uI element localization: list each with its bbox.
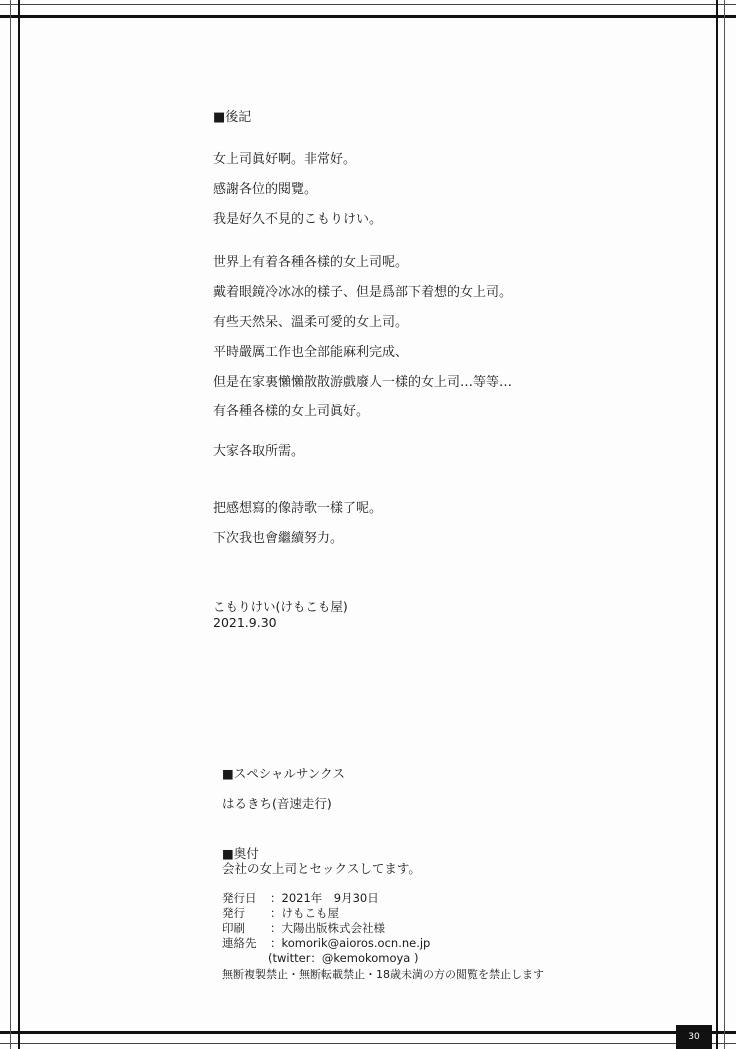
afterword-line: 大家各取所需。 [213,444,305,459]
colophon-label: 発行日 [222,891,257,905]
afterword-line: 我是好久不見的こもりけい。 [213,212,383,227]
frame-line-left [18,0,20,1049]
special-thanks-name: はるきち(音速走行) [222,796,332,811]
afterword-line: 有些天然呆、溫柔可愛的女上司。 [213,315,409,330]
afterword-line: 戴着眼鏡冷冰冰的樣子、但是爲部下着想的女上司。 [213,285,513,300]
page-number: 30 [676,1025,712,1049]
colophon-row [222,891,379,906]
colophon-value: ：けもこも屋 [270,906,339,920]
afterword-line: 把感想寫的像詩歌一樣了呢。 [213,501,383,516]
colophon-notice: 無断複製禁止・無断転載禁止・18歳未満の方の閲覧を禁止します [222,968,544,981]
signature-date: 2021.9.30 [213,615,277,630]
colophon-value: ：2021年 9月30日 [270,891,379,905]
afterword-line: 平時嚴厲工作也全部能麻利完成、 [213,345,409,360]
colophon-label: 連絡先 [222,936,257,950]
frame-line-bottom [0,1031,736,1034]
frame-line-right [716,0,718,1049]
afterword-heading: ■後記 [213,110,252,125]
frame-line-top-thin [0,4,736,5]
colophon-row [222,921,385,936]
afterword-line: 感謝各位的閱覽。 [213,182,318,197]
afterword-line: 有各種各樣的女上司眞好。 [213,404,370,419]
frame-line-left-thin [10,0,11,1049]
afterword-line: 世界上有着各種各樣的女上司呢。 [213,255,409,270]
frame-line-top [0,15,736,18]
signature-name: こもりけい(けもこも屋) [213,599,348,614]
afterword-line: 女上司眞好啊。非常好。 [213,152,357,167]
colophon-label: 発行 [222,906,245,920]
colophon-title: 会社の女上司とセックスしてます。 [222,861,421,876]
special-thanks-heading: ■スペシャルサンクス [222,766,346,781]
colophon-twitter: (twitter：@kemokomoya ) [268,951,419,965]
afterword-line: 下次我也會繼續努力。 [213,531,344,546]
colophon-email: ：komorik@aioros.ocn.ne.jp [270,936,431,950]
colophon-value: ：大陽出版株式会社様 [270,921,385,935]
frame-line-right-thin [724,0,725,1049]
frame-line-bottom-thin [0,1043,736,1044]
colophon-row [222,906,339,921]
colophon-row [222,936,430,951]
colophon-label: 印刷 [222,921,245,935]
colophon-heading: ■奥付 [222,846,259,861]
afterword-line: 但是在家裏懶懶散散游戲廢人一樣的女上司…等等… [213,375,513,390]
